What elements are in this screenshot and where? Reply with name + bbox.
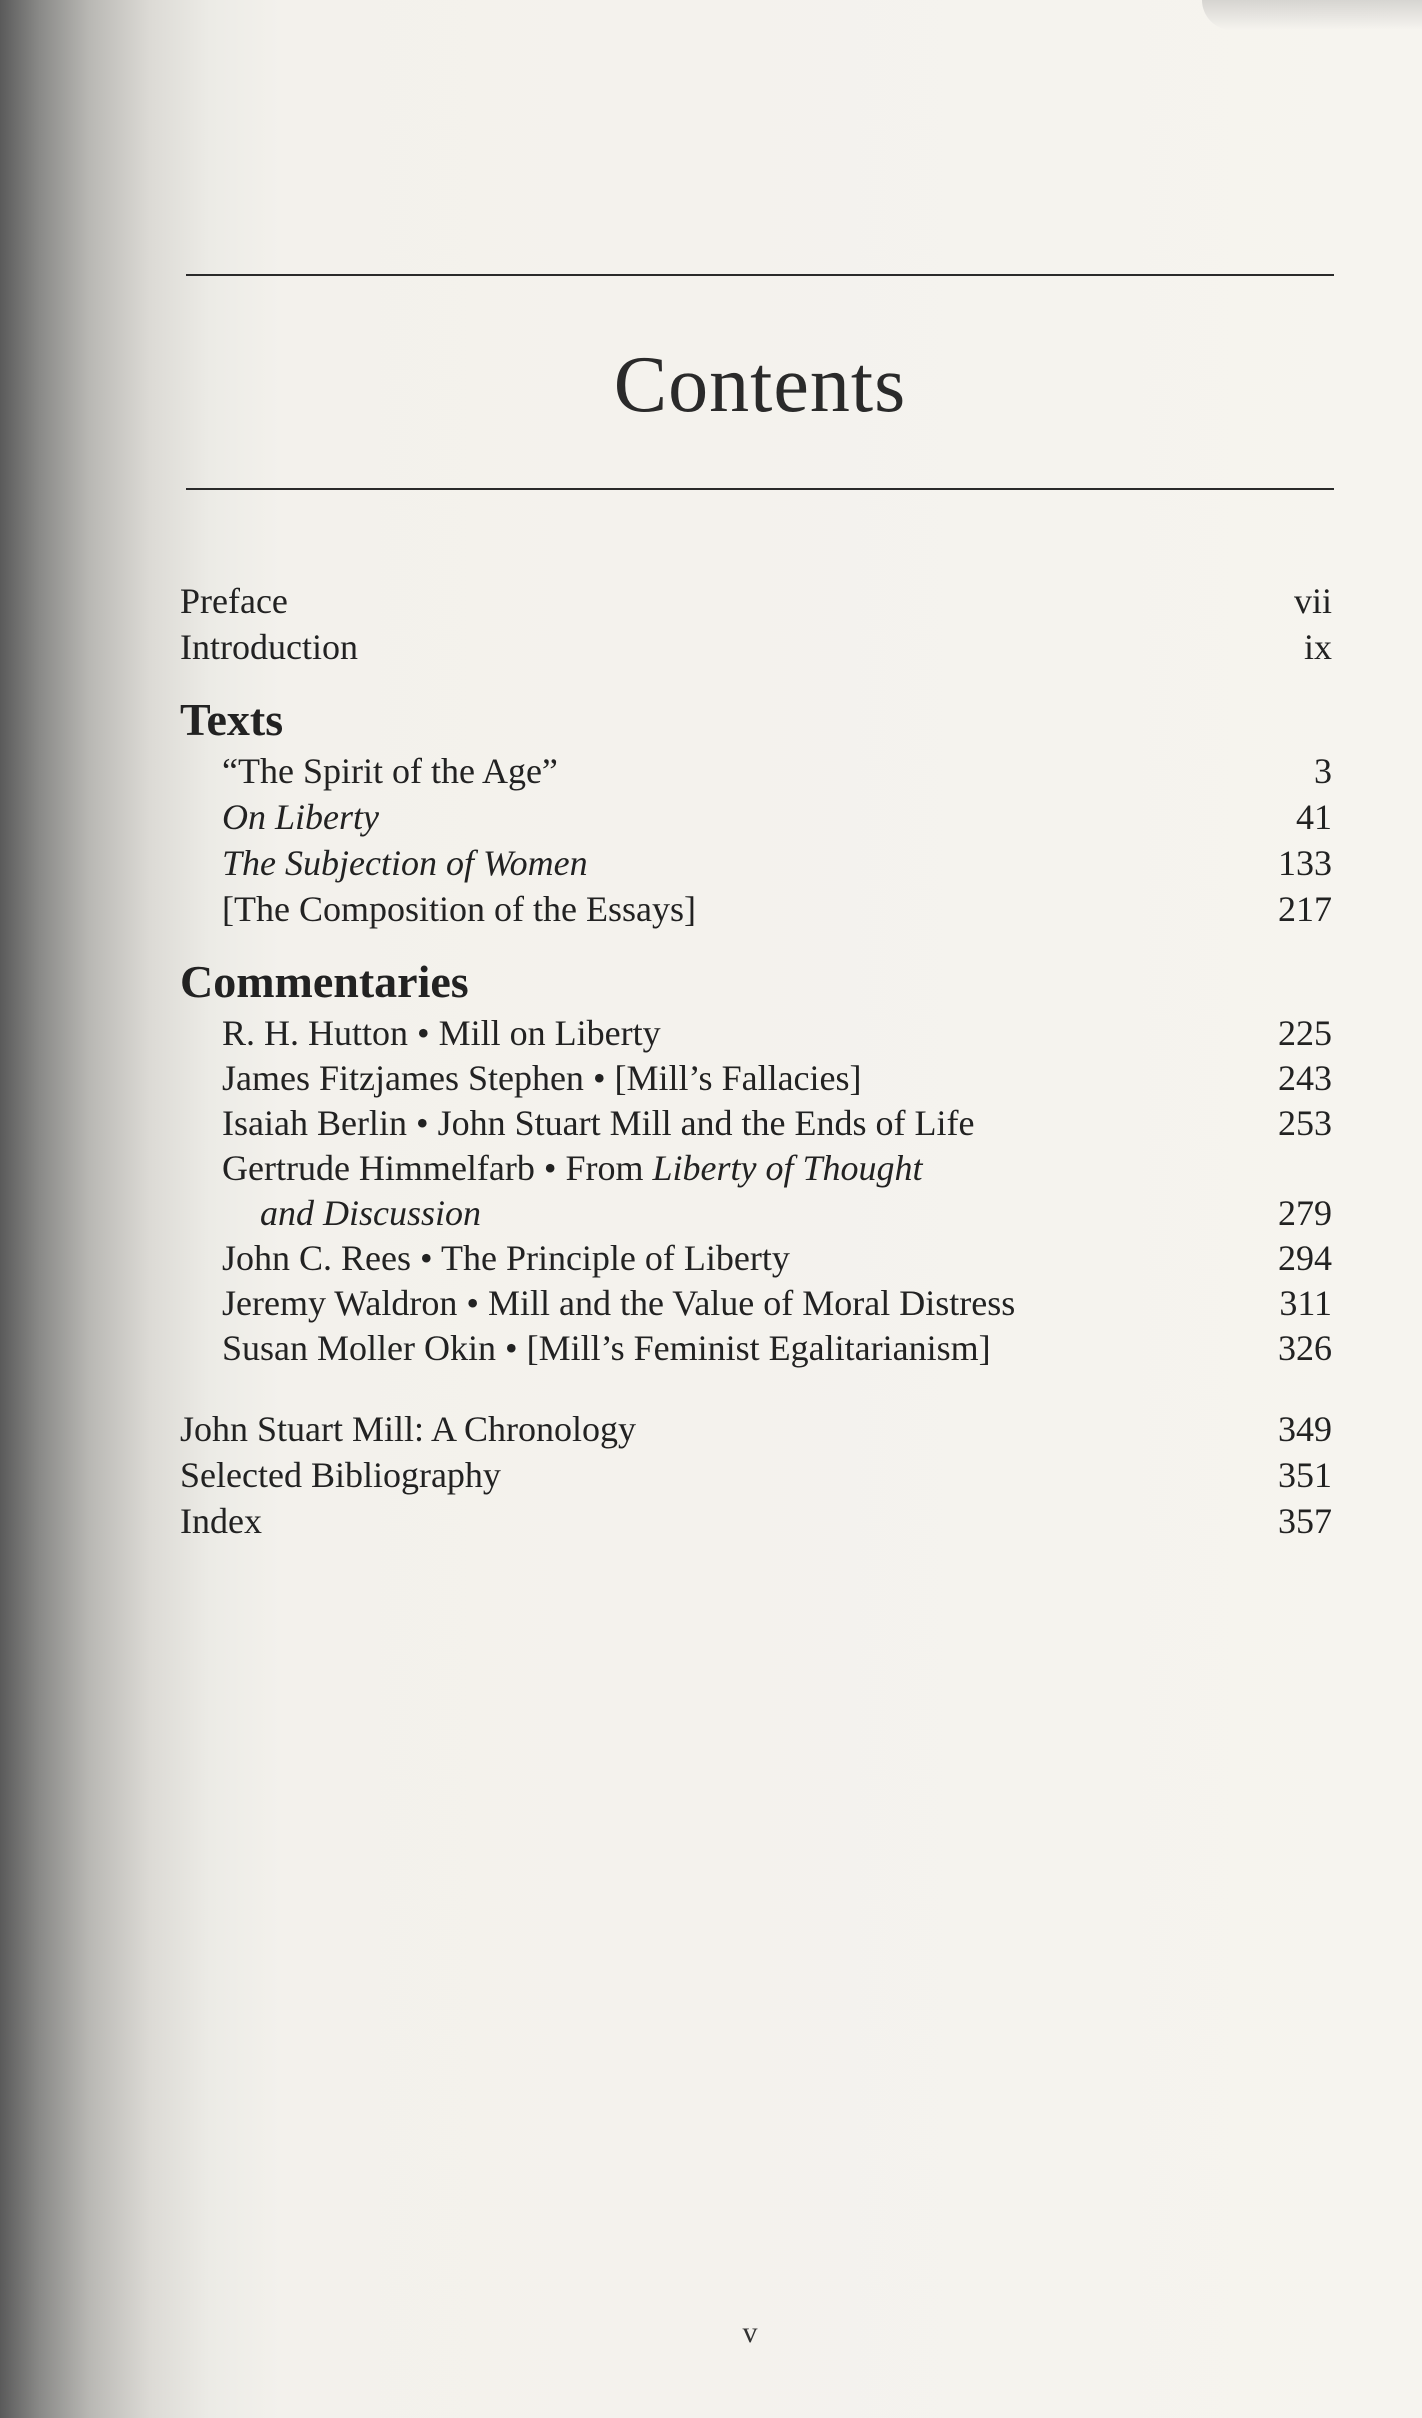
toc-entry-label: Index [180, 1501, 262, 1541]
toc-entry-label: The Subjection of Women [222, 843, 588, 883]
toc-author: John C. Rees [222, 1238, 411, 1278]
toc-entry-label: On Liberty [222, 797, 379, 837]
toc-entry-label: Preface [180, 581, 288, 621]
toc-entry-line2 [180, 1190, 1332, 1235]
toc-entry-page: 225 [1278, 1013, 1332, 1053]
section-heading-texts: Texts [180, 694, 284, 745]
toc-entry-bibliography [180, 1452, 1332, 1498]
toc-entry [180, 840, 1332, 886]
toc-entry-label: Introduction [180, 627, 358, 667]
toc-entry-label [222, 1235, 790, 1281]
toc-entry [180, 1235, 1332, 1280]
toc-entry-page: 357 [1278, 1501, 1332, 1541]
toc-entry-page: 294 [1278, 1238, 1332, 1278]
toc-entry-page: 349 [1278, 1409, 1332, 1449]
bullet-separator: • [420, 1238, 433, 1278]
page-title: Contents [613, 341, 907, 429]
toc-entry-label [222, 1325, 991, 1371]
toc-entry-page: ix [1303, 627, 1332, 667]
toc-author: Jeremy Waldron [222, 1283, 458, 1323]
toc-entry-page: 217 [1278, 889, 1332, 929]
toc-entry-page: 243 [1278, 1058, 1332, 1098]
toc-entry-introduction [180, 624, 1332, 670]
toc-entry [180, 1055, 1332, 1100]
toc-title: Liberty of Thought [652, 1148, 923, 1188]
toc-title: [Mill’s Feminist Egalitarianism] [526, 1328, 991, 1368]
bottom-rule [186, 488, 1334, 490]
toc-entry [180, 1010, 1332, 1055]
toc-entry-label: Selected Bibliography [180, 1455, 501, 1495]
spacer [180, 1370, 1332, 1406]
toc-entry-page: 3 [1314, 751, 1332, 791]
page-number-footer: v [742, 2316, 758, 2349]
toc-entry-page: 253 [1278, 1103, 1332, 1143]
toc-entry [180, 1100, 1332, 1145]
toc-entry [180, 1325, 1332, 1370]
toc-title: Mill and the Value of Moral Distress [487, 1283, 1016, 1323]
toc-author: James Fitzjames Stephen [222, 1058, 584, 1098]
toc-entry [180, 1280, 1332, 1325]
toc-title-continued: and Discussion [260, 1193, 482, 1233]
toc-entry-chronology [180, 1406, 1332, 1452]
toc-entry-label [222, 1055, 862, 1101]
toc-title: Mill on Liberty [438, 1013, 661, 1053]
toc-entry-page: vii [1293, 581, 1332, 621]
toc-author: Gertrude Himmelfarb [222, 1148, 535, 1188]
bullet-separator: • [543, 1148, 557, 1188]
toc-entry [180, 748, 1332, 794]
toc-entry [180, 886, 1332, 932]
toc-title: [Mill’s Fallacies] [614, 1058, 862, 1098]
section-heading-commentaries: Commentaries [180, 956, 469, 1007]
top-rule [186, 274, 1334, 276]
toc-entry-page: 351 [1278, 1455, 1332, 1495]
toc-entry-line1 [180, 1145, 1332, 1190]
toc-title: The Principle of Liberty [440, 1238, 790, 1278]
bullet-separator: • [415, 1103, 429, 1143]
toc-author: R. H. Hutton [222, 1013, 409, 1053]
toc-entry-label [222, 1010, 661, 1056]
toc-title-prefix: From [565, 1148, 644, 1188]
bullet-separator: • [505, 1328, 518, 1368]
toc-entry-label: [The Composition of the Essays] [222, 889, 696, 929]
toc-entry-label [222, 1280, 1015, 1326]
toc-entry-page: 279 [1278, 1193, 1332, 1233]
toc-entry-page: 133 [1278, 843, 1332, 883]
toc-entry [180, 794, 1332, 840]
bullet-separator: • [466, 1283, 479, 1323]
toc-entry-label [222, 1100, 975, 1146]
toc-entry-label: John Stuart Mill: A Chronology [180, 1409, 637, 1449]
table-of-contents [180, 578, 1332, 1544]
toc-author: Isaiah Berlin [222, 1103, 407, 1143]
toc-entry-page: 311 [1279, 1283, 1332, 1323]
toc-author: Susan Moller Okin [222, 1328, 496, 1368]
toc-entry-preface [180, 578, 1332, 624]
bullet-separator: • [417, 1013, 430, 1053]
toc-entry-label: “The Spirit of the Age” [222, 751, 558, 791]
toc-entry-page: 41 [1296, 797, 1332, 837]
toc-entry-index [180, 1498, 1332, 1544]
toc-entry-label [222, 1145, 923, 1191]
toc-title: John Stuart Mill and the Ends of Life [437, 1103, 975, 1143]
bullet-separator: • [592, 1058, 606, 1098]
toc-entry-page: 326 [1278, 1328, 1332, 1368]
